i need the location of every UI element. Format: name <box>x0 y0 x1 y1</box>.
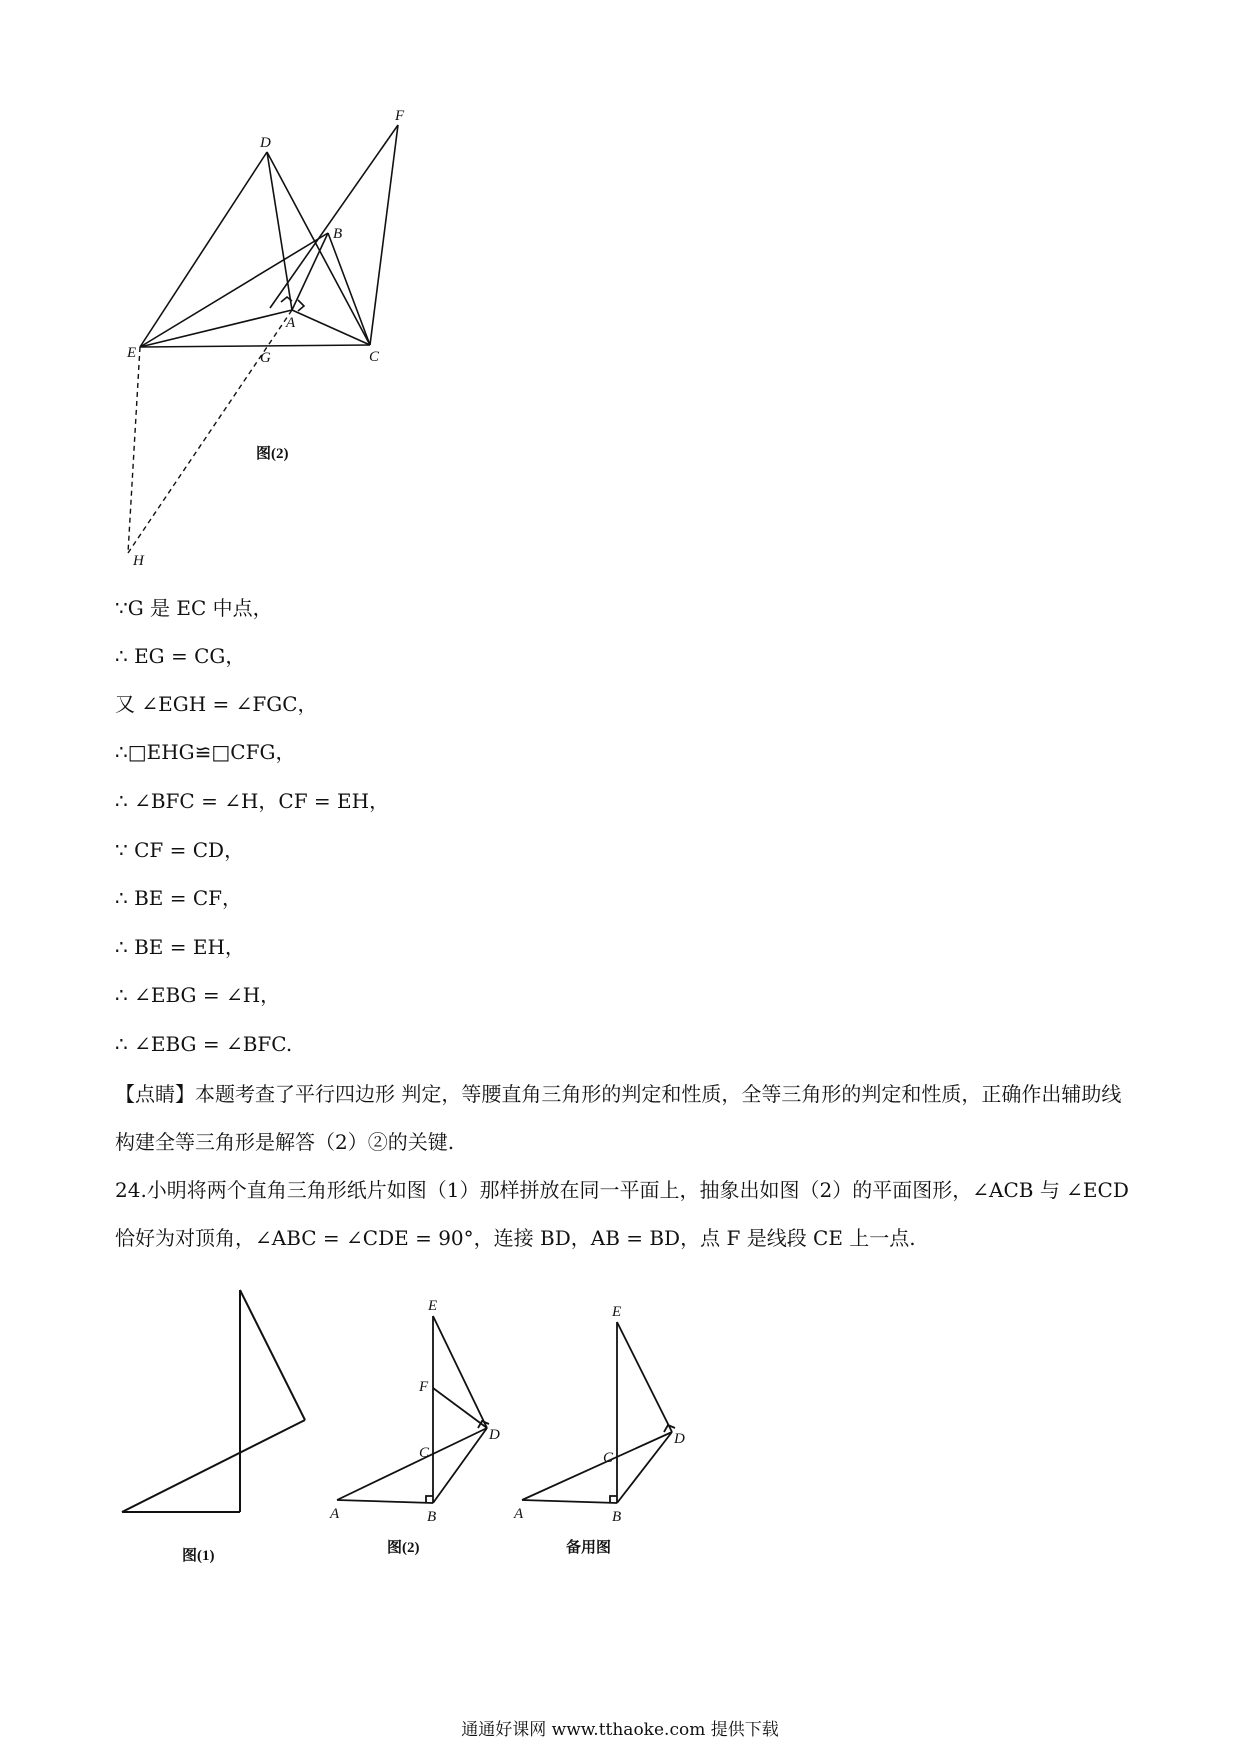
proof-line-9: ∴ ∠EBG = ∠H， <box>115 983 281 1007</box>
point-label-E: E <box>127 345 137 361</box>
figure-1-caption: 图(1) <box>182 1548 215 1564</box>
point-label-A: A <box>286 315 296 331</box>
proof-line-7: ∴ BE = CF， <box>115 886 243 910</box>
point-label-B: B <box>333 226 343 242</box>
fig3-label-D: D <box>674 1431 685 1447</box>
comment-text: 本题考查了平行四边形 判定，等腰直角三角形的判定和性质，全等三角形的判定和性质，正确作出辅助线构建全等三角形是解答（2）②的关键. <box>115 1082 1122 1154</box>
figure-2-caption: 图(2) <box>387 1540 420 1556</box>
proof-line-10: ∴ ∠EBG = ∠BFC. <box>115 1032 293 1056</box>
point-label-D: D <box>260 135 271 151</box>
proof-line-4: ∴□EHG≌□CFG， <box>115 740 296 764</box>
fig3-label-C: C <box>603 1450 614 1466</box>
point-label-C: C <box>369 349 380 365</box>
figure-3 <box>522 1322 675 1503</box>
fig3-label-E: E <box>612 1304 622 1320</box>
point-label-H: H <box>133 553 144 569</box>
proof-line-5: ∴ ∠BFC = ∠H，CF = EH， <box>115 789 390 813</box>
figure-top-caption: 图(2) <box>256 446 289 462</box>
page-footer: 通通好课网 www.tthaoke.com 提供下载 <box>461 1720 779 1740</box>
proof-line-8: ∴ BE = EH， <box>115 935 245 959</box>
fig2-label-A: A <box>330 1506 340 1522</box>
point-label-F: F <box>395 108 405 124</box>
comment-paragraph <box>115 1070 1130 1166</box>
comment-label: 【点睛】 <box>115 1082 195 1106</box>
fig3-label-B: B <box>612 1509 622 1525</box>
figure-3-caption: 备用图 <box>566 1540 612 1556</box>
fig2-label-B: B <box>427 1509 437 1525</box>
proof-line-3: 又 ∠EGH = ∠FGC， <box>115 692 318 716</box>
proof-line-2: ∴ EG = CG， <box>115 644 246 668</box>
proof-line-1: ∵G 是 EC 中点， <box>115 596 273 620</box>
fig3-label-A: A <box>514 1506 524 1522</box>
point-label-G: G <box>260 350 271 366</box>
fig2-label-F: F <box>419 1379 429 1395</box>
fig2-label-C: C <box>419 1445 430 1461</box>
problem-24: 24.小明将两个直角三角形纸片如图（1）那样拼放在同一平面上，抽象出如图（2）的平面图形，∠ACB 与 ∠ECD 恰好为对顶角，∠ABC = ∠CDE = 90°，连接 BD，AB = BD，点 F 是线段 CE 上一点. <box>115 1178 1129 1250</box>
fig2-label-E: E <box>428 1298 438 1314</box>
proof-line-6: ∵ CF = CD， <box>115 838 245 862</box>
figure-2 <box>337 1316 489 1503</box>
figure-1 <box>122 1290 305 1512</box>
figures-bottom <box>0 1270 1240 1580</box>
figure-top <box>0 0 1240 590</box>
fig2-label-D: D <box>489 1427 500 1443</box>
